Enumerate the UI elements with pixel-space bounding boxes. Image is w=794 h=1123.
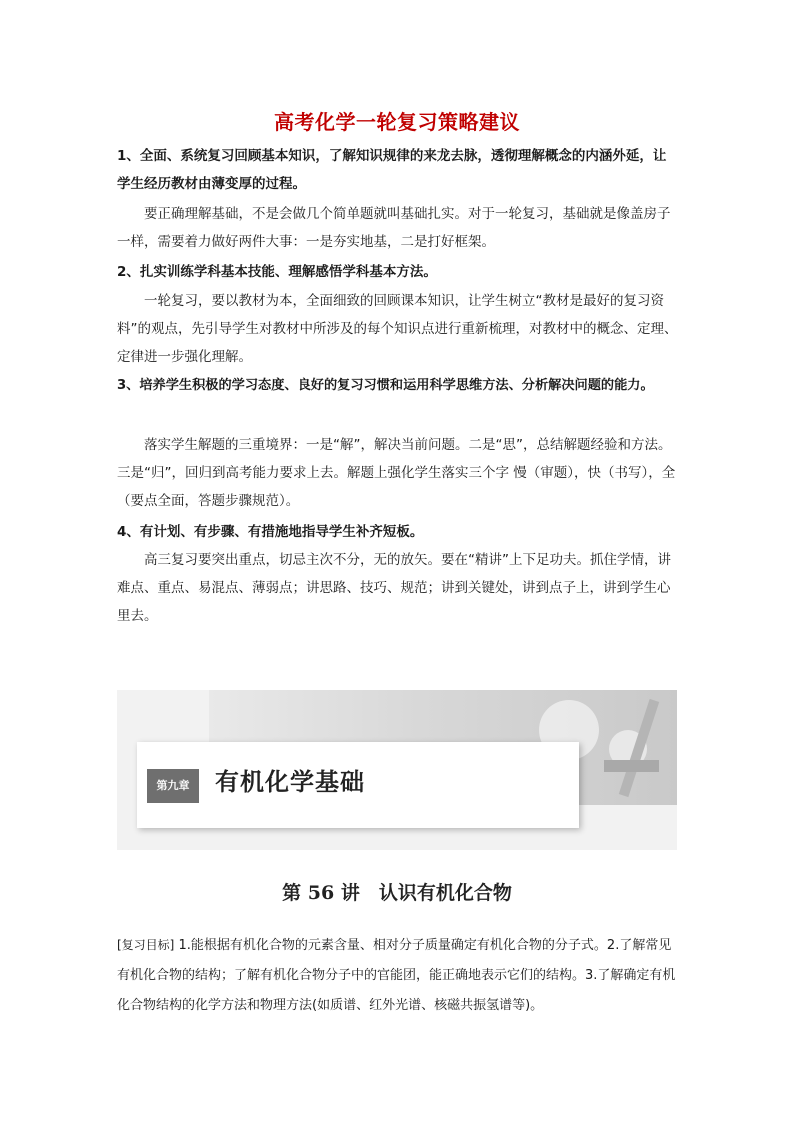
chapter-title: 有机化学基础 (215, 768, 365, 796)
chapter-card (137, 742, 579, 828)
review-text: 1.能根据有机化合物的元素含量、相对分子质量确定有机化合物的分子式。2.了解常见有机化合物的结构；了解有机化合物分子中的官能团，能正确地表示它们的结构。3.了解确定有机化合物结构的化学方法和物理方法(如质谱、红外光谱、核磁共振氢谱等)。 (117, 938, 676, 1013)
section-3-heading: 3、培养学生积极的学习态度、良好的复习习惯和运用科学思维方法、分析解决问题的能力。 (117, 378, 654, 393)
section-1-heading: 1、全面、系统复习回顾基本知识，了解知识规律的来龙去脉，透彻理解概念的内涵外延，让学生经历教材由薄变厚的过程。 (117, 148, 667, 192)
lecture-title: 第 56 讲 认识有机化合物 (282, 882, 512, 904)
section-3-body: 落实学生解题的三重境界：一是“解”，解决当前问题。二是“思”，总结解题经验和方法。三是“归”，回归到高考能力要求上去。解题上强化学生落实三个字 慢（审题），快（书写），全（要点全面，答题步骤规范）。 (117, 437, 676, 509)
chapter-badge: 第九章 (147, 769, 199, 803)
review-label: [复习目标] (117, 938, 175, 952)
section-2-body: 一轮复习，要以教材为本，全面细致的回顾课本知识，让学生树立“教材是最好的复习资料”的观点，先引导学生对教材中所涉及的每个知识点进行重新梳理，对教材中的概念、定理、定律进一步强化理解。 (117, 293, 678, 365)
document-title: 高考化学一轮复习策略建议 (274, 110, 520, 134)
section-2-heading: 2、扎实训练学科基本技能、理解感悟学科基本方法。 (117, 264, 437, 280)
chapter-banner (117, 690, 677, 850)
section-1-body: 要正确理解基础，不是会做几个简单题就叫基础扎实。对于一轮复习，基础就是像盖房子一样，需要着力做好两件大事：一是夯实地基，二是打好框架。 (117, 206, 671, 250)
section-4-heading: 4、有计划、有步骤、有措施地指导学生补齐短板。 (117, 524, 424, 540)
section-4-body: 高三复习要突出重点，切忌主次不分，无的放矢。要在“精讲”上下足功夫。抓住学情，讲难点、重点、易混点、薄弱点；讲思路、技巧、规范；讲到关键处，讲到点子上，讲到学生心里去。 (117, 552, 671, 624)
review-objectives (117, 930, 681, 1021)
